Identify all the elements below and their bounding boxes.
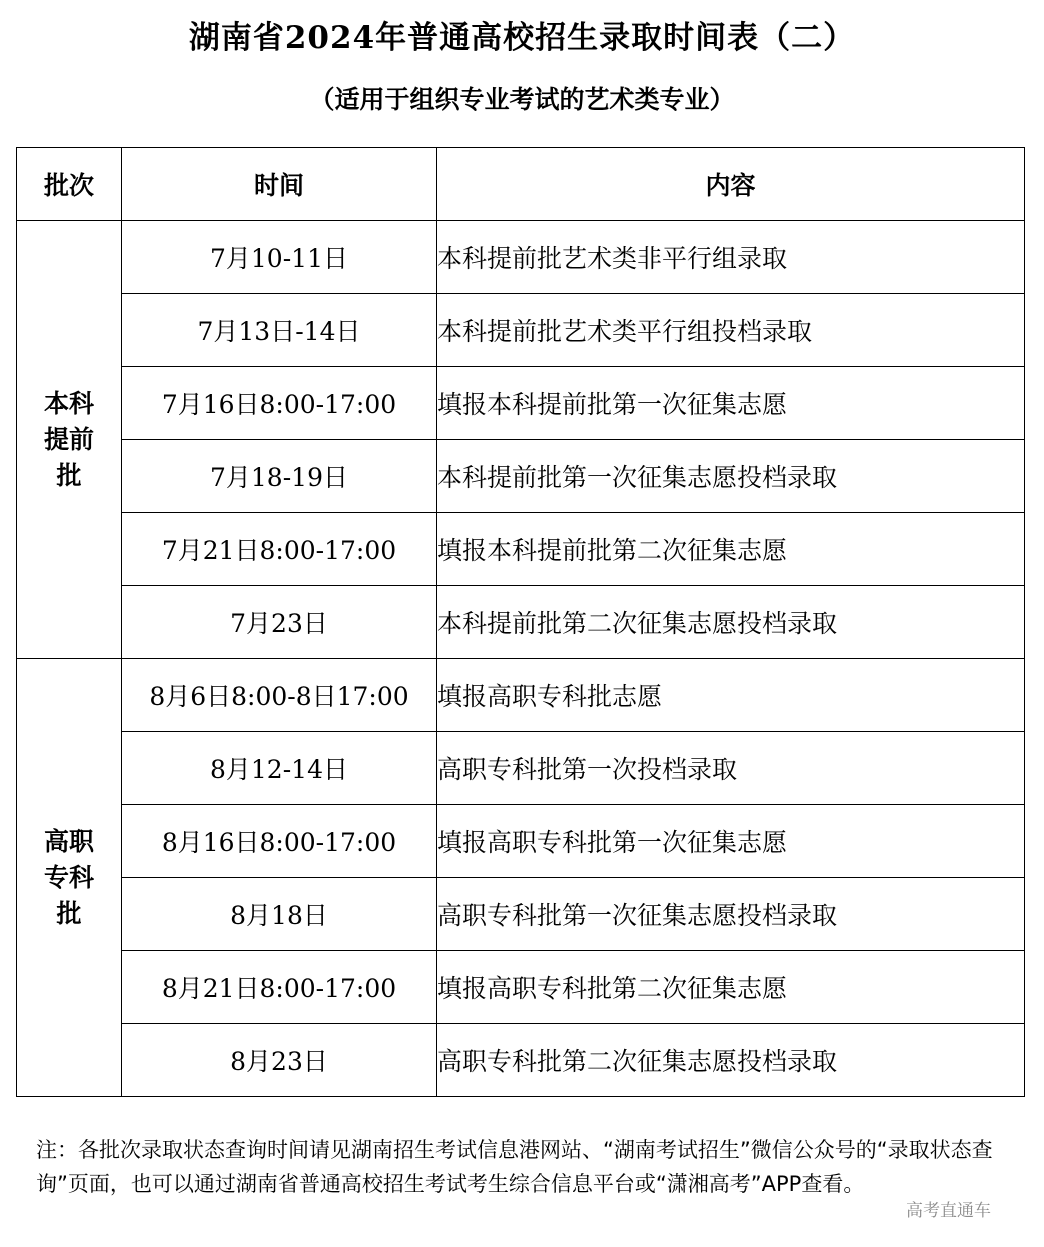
batch-cell: 高职 专科 批 (17, 659, 122, 1097)
header-batch: 批次 (17, 148, 122, 221)
time-cell: 8月12-14日 (122, 732, 437, 805)
content-cell: 填报高职专科批第二次征集志愿 (437, 951, 1025, 1024)
table-row (17, 367, 1025, 440)
table-row (17, 1024, 1025, 1097)
time-cell: 7月23日 (122, 586, 437, 659)
content-cell: 高职专科批第一次征集志愿投档录取 (437, 878, 1025, 951)
content-cell: 填报本科提前批第一次征集志愿 (437, 367, 1025, 440)
content-cell: 本科提前批第二次征集志愿投档录取 (437, 586, 1025, 659)
content-cell: 高职专科批第二次征集志愿投档录取 (437, 1024, 1025, 1097)
content-cell: 本科提前批艺术类非平行组录取 (437, 221, 1025, 294)
table-row (17, 440, 1025, 513)
content-cell: 本科提前批第一次征集志愿投档录取 (437, 440, 1025, 513)
table-row (17, 221, 1025, 294)
table-row (17, 951, 1025, 1024)
admission-schedule-table (16, 147, 1025, 1097)
table-header-row (17, 148, 1025, 221)
table-row (17, 805, 1025, 878)
watermark-text: 高考直通车 (906, 1201, 991, 1221)
table-row (17, 513, 1025, 586)
time-cell: 7月16日8:00-17:00 (122, 367, 437, 440)
time-cell: 8月21日8:00-17:00 (122, 951, 437, 1024)
content-cell: 填报本科提前批第二次征集志愿 (437, 513, 1025, 586)
time-cell: 7月10-11日 (122, 221, 437, 294)
time-cell: 7月13日-14日 (122, 294, 437, 367)
header-time: 时间 (122, 148, 437, 221)
table-row (17, 659, 1025, 732)
batch-cell: 本科 提前 批 (17, 221, 122, 659)
content-cell: 本科提前批艺术类平行组投档录取 (437, 294, 1025, 367)
content-cell: 填报高职专科批第一次征集志愿 (437, 805, 1025, 878)
page-subtitle: （适用于组织专业考试的艺术类专业） (309, 85, 735, 114)
header-content: 内容 (437, 148, 1025, 221)
time-cell: 8月6日8:00-8日17:00 (122, 659, 437, 732)
page-title: 湖南省2024年普通高校招生录取时间表（二） (188, 20, 856, 56)
content-cell: 高职专科批第一次投档录取 (437, 732, 1025, 805)
table-row (17, 586, 1025, 659)
time-cell: 7月18-19日 (122, 440, 437, 513)
time-cell: 8月16日8:00-17:00 (122, 805, 437, 878)
time-cell: 8月23日 (122, 1024, 437, 1097)
table-row (17, 878, 1025, 951)
content-cell: 填报高职专科批志愿 (437, 659, 1025, 732)
table-row (17, 732, 1025, 805)
table-row (17, 294, 1025, 367)
time-cell: 7月21日8:00-17:00 (122, 513, 437, 586)
footnote: 注：各批次录取状态查询时间请见湖南招生考试信息港网站、“湖南考试招生”微信公众号的“录取状态查询”页面，也可以通过湖南省普通高校招生考试考生综合信息平台或“潇湘高考”APP查看。 (36, 1138, 993, 1196)
time-cell: 8月18日 (122, 878, 437, 951)
